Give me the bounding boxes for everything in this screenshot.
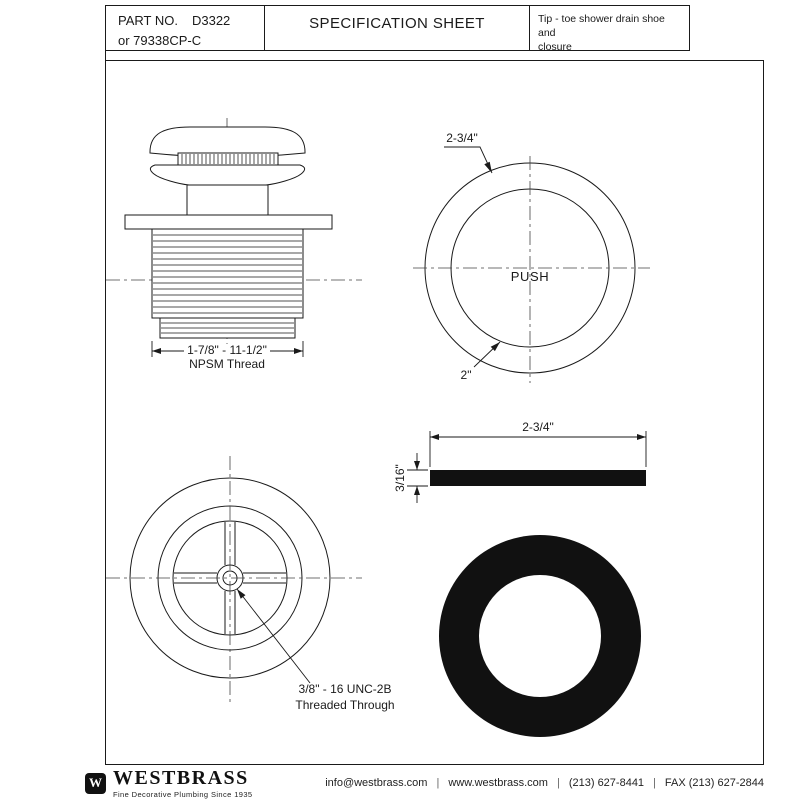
gasket-width-label: 2-3/4" [522,420,554,434]
brand-block [85,768,253,799]
footer-phone: (213) 627-8441 [568,777,645,789]
westbrass-logo-icon [85,773,106,794]
sheet-title: SPECIFICATION SHEET [309,15,485,32]
thread-type-label: NPSM Thread [189,357,265,371]
part-number-box [105,5,265,51]
brand-name: WESTBRASS [113,766,249,789]
tip-line2: closure [538,41,572,54]
outer-diameter-label: 2-3/4" [446,131,478,145]
contact-divider: | [436,777,440,789]
side-view-drawing [106,118,362,357]
footer-website: www.westbrass.com [448,777,548,789]
footer-fax: FAX (213) 627-2844 [664,777,764,789]
part-number-alt: or 79338CP-C [118,32,202,48]
push-label: PUSH [510,269,550,284]
tip-box [530,5,690,54]
thread-callout-line1: 3/8" - 16 UNC-2B [298,682,392,696]
part-number-label: PART NO. [118,13,178,28]
footer [0,767,800,799]
gasket-section-drawing [407,431,646,503]
sheet-title-box [265,5,530,51]
brand-tagline: Fine Decorative Plumbing Since 1935 [113,789,253,799]
contact-divider: | [556,777,560,789]
left-border-segment [105,51,106,60]
gasket-top-view-drawing [439,535,641,737]
logo-monogram: W [89,775,102,790]
brand-text [113,768,253,799]
gasket-thickness-label: 3/16" [393,464,408,492]
face-view-drawing [413,147,650,383]
thread-callout-line2: Threaded Through [295,698,395,712]
bottom-view-drawing [106,456,362,705]
thread-dimension-label: 1-7/8" - 11-1/2" [187,343,267,357]
footer-email: info@westbrass.com [325,777,428,789]
tip-line1: Tip - toe shower drain shoe and [538,13,665,40]
part-number-value: D3322 [191,13,231,28]
technical-drawing [106,61,763,764]
inner-diameter-label: 2" [460,368,472,382]
footer-contacts [325,777,764,789]
part-number-line [118,11,264,31]
contact-divider: | [653,777,656,789]
